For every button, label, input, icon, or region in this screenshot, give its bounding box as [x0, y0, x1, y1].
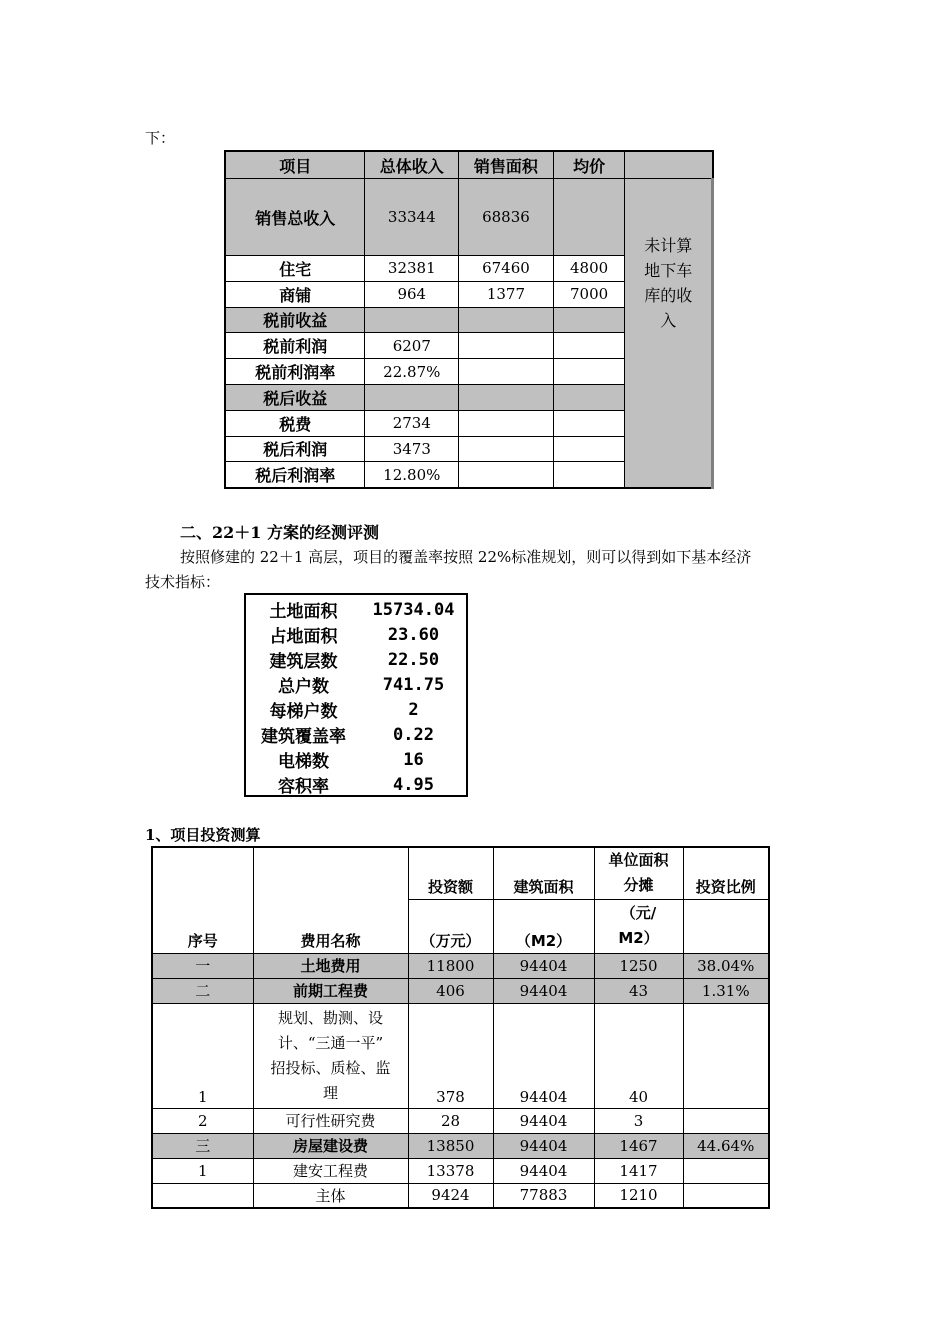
row-invest: 9424 — [408, 1183, 493, 1208]
note-line: 地下车 — [644, 261, 693, 281]
note-cell — [625, 179, 713, 489]
note-line: 入 — [660, 311, 677, 331]
cell-value: 68836 — [459, 179, 554, 256]
cell-value: 4800 — [553, 256, 625, 282]
header-ratio: 投资比例 — [683, 847, 769, 899]
header-area: 建筑面积 — [493, 847, 594, 899]
header-unit-unit-line: M2） — [618, 928, 659, 947]
cell-value: 12.80% — [365, 462, 459, 488]
cell-value — [553, 179, 625, 256]
row-area: 94404 — [493, 978, 594, 1003]
row-invest: 406 — [408, 978, 493, 1003]
cell-value: 3473 — [365, 436, 459, 462]
row-label: 税后收益 — [225, 384, 365, 410]
cell-value: 32381 — [365, 256, 459, 282]
revenue-table — [224, 150, 714, 489]
indicator-label: 每梯户数 — [269, 702, 338, 722]
row-unit: 1210 — [594, 1183, 683, 1208]
row-name: 土地费用 — [253, 953, 408, 978]
cell-value — [459, 307, 554, 333]
header-unit — [594, 847, 683, 899]
row-ratio — [683, 1158, 769, 1183]
row-label: 税前利润 — [225, 333, 365, 359]
cell-value — [553, 307, 625, 333]
indicator-label: 电梯数 — [278, 752, 329, 772]
cell-value — [553, 359, 625, 385]
indicator-value: 741.75 — [382, 674, 445, 695]
indicator-label: 占地面积 — [269, 627, 338, 647]
row-seq: 一 — [152, 953, 253, 978]
cell-value — [553, 333, 625, 359]
cell-value: 2734 — [365, 410, 459, 436]
section-2-paragraph-line2: 技术指标： — [145, 573, 221, 591]
row-name-line: 计、“三通一平” — [277, 1033, 384, 1052]
row-unit: 1467 — [594, 1133, 683, 1158]
header-blank — [625, 151, 713, 179]
header-area-unit: （M2） — [493, 899, 594, 953]
row-name-line: 规划、勘测、设 — [277, 1008, 383, 1027]
indicator-label: 建筑覆盖率 — [261, 727, 346, 747]
row-ratio — [683, 1108, 769, 1133]
indicator-value: 0.22 — [393, 724, 434, 745]
row-seq: 二 — [152, 978, 253, 1003]
header-avg-price: 均价 — [553, 151, 625, 179]
row-area: 94404 — [493, 953, 594, 978]
header-name: 费用名称 — [253, 847, 408, 953]
row-label: 税后利润率 — [225, 462, 365, 488]
row-label: 销售总收入 — [225, 179, 365, 256]
cell-value — [553, 384, 625, 410]
header-unit-line: 分摊 — [623, 876, 654, 895]
row-name: 房屋建设费 — [253, 1133, 408, 1158]
row-ratio: 1.31% — [683, 978, 769, 1003]
cell-value: 1377 — [459, 281, 554, 307]
cell-value — [459, 436, 554, 462]
row-label: 商铺 — [225, 281, 365, 307]
cell-value: 7000 — [553, 281, 625, 307]
header-seq: 序号 — [152, 847, 253, 953]
row-name: 前期工程费 — [253, 978, 408, 1003]
section-2-paragraph-line1: 按照修建的 22＋1 高层，项目的覆盖率按照 22%标准规划，则可以得到如下基本经济 — [180, 548, 752, 566]
header-unit-line: 单位面积 — [608, 851, 669, 870]
indicators-table — [244, 593, 468, 797]
cell-value — [459, 333, 554, 359]
indicator-value: 2 — [408, 699, 419, 720]
row-area: 94404 — [493, 1108, 594, 1133]
cell-value: 22.87% — [365, 359, 459, 385]
row-name-line: 招投标、质检、监 — [270, 1058, 391, 1077]
row-label: 税费 — [225, 410, 365, 436]
row-invest: 11800 — [408, 953, 493, 978]
row-invest: 13850 — [408, 1133, 493, 1158]
row-name — [253, 1003, 408, 1108]
row-unit: 43 — [594, 978, 683, 1003]
row-unit: 1250 — [594, 953, 683, 978]
indicator-value: 15734.04 — [372, 599, 455, 620]
row-unit: 1417 — [594, 1158, 683, 1183]
row-ratio: 44.64% — [683, 1133, 769, 1158]
cell-value: 67460 — [459, 256, 554, 282]
note-line: 未计算 — [644, 236, 693, 256]
row-seq: 1 — [152, 1003, 253, 1108]
row-unit: 3 — [594, 1108, 683, 1133]
header-invest: 投资额 — [408, 847, 493, 899]
header-ratio-blank — [683, 899, 769, 953]
header-sales-area: 销售面积 — [459, 151, 554, 179]
row-unit: 40 — [594, 1003, 683, 1108]
intro-text: 下： — [145, 129, 176, 147]
row-seq: 三 — [152, 1133, 253, 1158]
cell-value: 6207 — [365, 333, 459, 359]
note-line: 库的收 — [644, 286, 693, 306]
indicator-label: 土地面积 — [269, 602, 338, 622]
header-total-revenue: 总体收入 — [365, 151, 459, 179]
row-seq — [152, 1183, 253, 1208]
header-invest-unit: （万元） — [408, 899, 493, 953]
row-seq: 2 — [152, 1108, 253, 1133]
cell-value — [459, 359, 554, 385]
cell-value — [365, 384, 459, 410]
header-unit-unit-line: （元/ — [620, 903, 657, 922]
row-name: 建安工程费 — [253, 1158, 408, 1183]
row-name: 可行性研究费 — [253, 1108, 408, 1133]
row-name-line: 理 — [322, 1083, 338, 1102]
row-area: 94404 — [493, 1133, 594, 1158]
section-1-heading: 1、项目投资测算 — [145, 826, 261, 844]
cell-value — [553, 462, 625, 488]
row-label: 税后利润 — [225, 436, 365, 462]
header-unit-unit — [594, 899, 683, 953]
investment-table — [151, 846, 770, 1209]
section-2-heading: 二、22＋1 方案的经测评测 — [180, 523, 379, 542]
row-invest: 28 — [408, 1108, 493, 1133]
indicator-label: 建筑层数 — [269, 652, 338, 672]
row-name: 主体 — [253, 1183, 408, 1208]
row-invest: 13378 — [408, 1158, 493, 1183]
indicator-value: 16 — [403, 749, 424, 770]
row-area: 94404 — [493, 1158, 594, 1183]
cell-value: 964 — [365, 281, 459, 307]
cell-value — [459, 410, 554, 436]
cell-value — [553, 410, 625, 436]
row-area: 94404 — [493, 1003, 594, 1108]
row-label: 税前收益 — [225, 307, 365, 333]
row-ratio: 38.04% — [683, 953, 769, 978]
indicator-value: 4.95 — [393, 774, 434, 795]
row-invest: 378 — [408, 1003, 493, 1108]
cell-value — [459, 462, 554, 488]
header-item: 项目 — [225, 151, 365, 179]
row-ratio — [683, 1183, 769, 1208]
indicator-label: 容积率 — [278, 777, 329, 797]
cell-value — [553, 436, 625, 462]
row-label: 税前利润率 — [225, 359, 365, 385]
row-seq: 1 — [152, 1158, 253, 1183]
cell-value — [365, 307, 459, 333]
cell-value — [459, 384, 554, 410]
indicator-value: 23.60 — [387, 624, 440, 645]
row-ratio — [683, 1003, 769, 1108]
indicator-label: 总户数 — [278, 677, 329, 697]
indicator-value: 22.50 — [387, 649, 440, 670]
cell-value: 33344 — [365, 179, 459, 256]
row-area: 77883 — [493, 1183, 594, 1208]
row-label: 住宅 — [225, 256, 365, 282]
